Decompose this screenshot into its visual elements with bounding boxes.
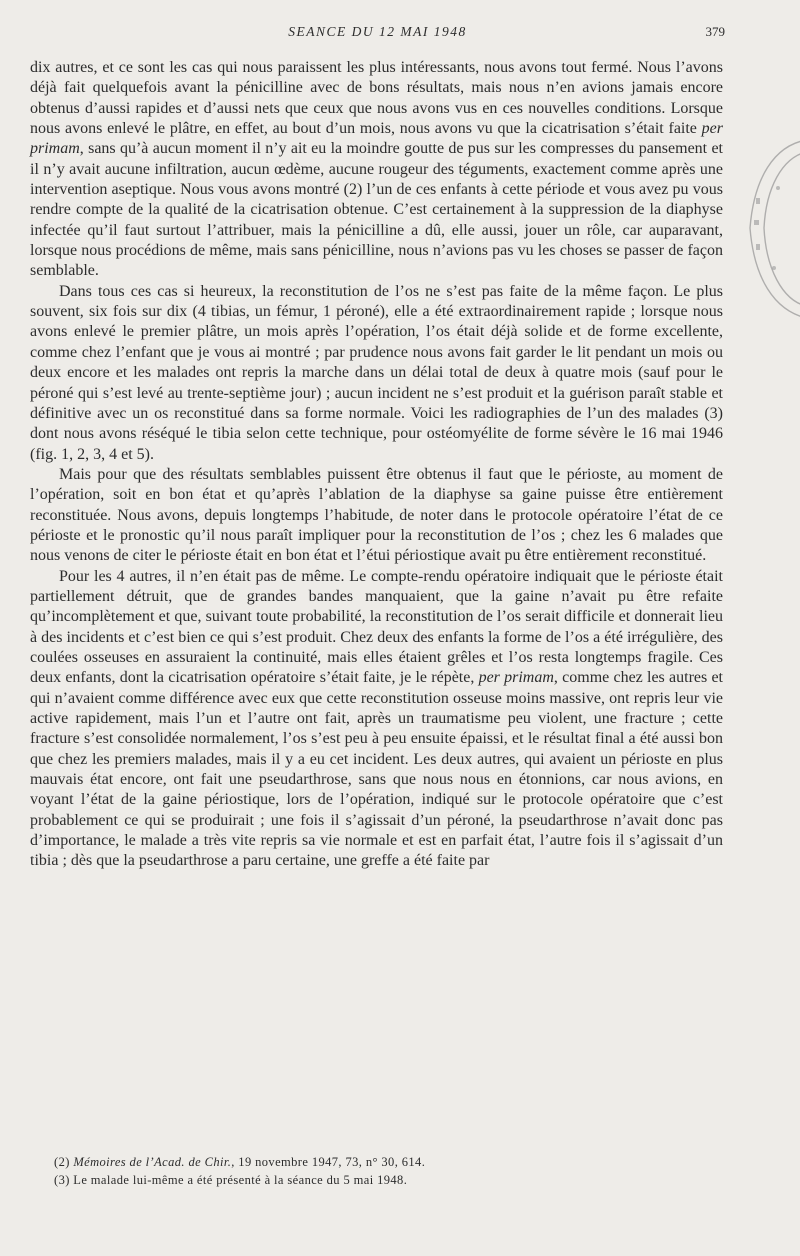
- footnote: [54, 1171, 714, 1189]
- paragraph: [30, 282, 723, 465]
- text-run: Mais pour que des résultats semblables puissent être obtenus il faut que le périoste, au moment de l’opération, soit en bon état et qu’après l’ablation de la diaphyse sa gaine puisse être entièrement reconstituée. Nous avons, depuis longtemps l’habitude, de noter dans le protocole opératoire l’état de ce périoste et le pronostic qu’il nous paraît impliquer pour la reconstitution de l’os ; chez les 6 malades que nous venons de citer le périoste était en bon état et l’étui périostique avait pu être entièrement reconstitué.: [30, 465, 723, 565]
- footnotes: [54, 1153, 714, 1189]
- text-run: , comme chez les autres et qui n’avaient comme différence avec eux que cette reconstitution osseuse moins massive, ont repris leur vie active rapidement, mais l’un et l’autre ont fait, après un traumatisme peu violent, une fracture ; cette fracture s’est consolidée normalement, l’os s’est peu à peu ensuite épaissi, et le résultat final a été aussi bon que chez les premiers malades, mais il y a eu cet incident. Les deux autres, qui avaient un périoste en plus mauvais état encore, ont fait une pseudarthrose, sans que nous nous en étonnions, car nous avions, en voyant l’état de la gaine périostique, lors de l’opération, indiqué sur le protocole opératoire que c’est probablement ce qui se produirait ; une fois il s’agissait d’un péroné, la pseudarthrose n’avait donc pas d’importance, le malade a très vite repris sa vie normale et est en parfait état, l’autre fois il s’agissait d’un tibia ; dès que la pseudarthrose a paru certaine, une greffe a été faite par: [30, 669, 724, 870]
- text-run: (3) Le malade lui-même a été présenté à la séance du 5 mai 1948.: [54, 1173, 408, 1187]
- paragraph: [30, 465, 723, 567]
- paragraph: [30, 567, 723, 872]
- text-run: , sans qu’à aucun moment il n’y ait eu la moindre goutte de pus sur les compresses du pansement et il n’y avait aucune infiltration, aucun œdème, aucune rougeur des téguments, exactement comme après une intervention aseptique. Nous vous avons montré (2) l’un de ces enfants à cette période et vous avez pu vous rendre compte de la qualité de la cicatrisation obtenue. C’est certainement à la suppression de la diaphyse infectée qu’il faut surtout l’attribuer, mais la pénicilline a dû, elle aussi, jouer un rôle, car auparavant, lorsque nous procédions de même, mais sans pénicilline, nous n’avions pas vu les choses se passer de façon semblable.: [30, 140, 723, 280]
- italic-text: Mémoires de l’Acad. de Chir.: [73, 1155, 232, 1169]
- paragraph: [30, 58, 723, 282]
- body-text: [30, 58, 723, 872]
- text-run: , 19 novembre 1947, 73, n° 30, 614.: [231, 1155, 426, 1169]
- library-stamp-icon: [744, 128, 800, 328]
- text-run: (2): [54, 1155, 74, 1169]
- text-run: Dans tous ces cas si heureux, la reconstitution de l’os ne s’est pas faite de la même façon. Le plus souvent, six fois sur dix (4 tibias, un fémur, 1 péroné), elle a été extraordinairement rapide ; lorsque nous avons enlevé le premier plâtre, un mois après l’opération, l’os était déjà solide et de forme excellente, comme chez l’enfant que je vous ai montré ; par prudence nous avons fait garder le lit pendant un mois ou deux encore et les malades ont repris la marche dans un délai total de deux à quatre mois (sauf pour le péroné qui s’est levé au trente-septième jour) ; aucun incident ne s’est produit et la guérison paraît stable et définitive avec un os reconstitué dans sa forme normale. Voici les radiographies de l’un des malades (3) dont nous avons réséqué le tibia selon cette technique, pour ostéomyélite de forme sévère le 16 mai 1946 (fig. 1, 2, 3, 4 et 5).: [30, 282, 723, 463]
- running-title: SEANCE DU 12 MAI 1948: [288, 24, 467, 39]
- page-header: [30, 22, 725, 44]
- page-number: 379: [705, 24, 725, 39]
- text-run: Pour les 4 autres, il n’en était pas de même. Le compte-rendu opératoire indiquait que le périoste était partiellement détruit, que de grandes bandes manquaient, que la gaine n’avait pu être refaite qu’incomplètement et que, suivant toute probabilité, la reconstitution de l’os serait difficile et donnerait lieu à des incidents et c’est bien ce qui s’est produit. Chez deux des enfants la forme de l’os a été irrégulière, des coulées osseuses en assuraient la continuité, mais elles étaient grêles et l’os resta longtemps fragile. Ces deux enfants, dont la cicatrisation opératoire s’était faite, je le répète,: [30, 567, 723, 687]
- footnote: [54, 1153, 714, 1171]
- text-run: dix autres, et ce sont les cas qui nous paraissent les plus intéressants, nous avons tout fermé. Nous l’avons déjà fait quelquefois avant la pénicilline avec de bons résultats, mais nous n’en avions jamais encore obtenus d’aussi rapides et d’aussi nets que ceux que nous avons vus en ces nouvelles conditions. Lorsque nous avons enlevé le plâtre, en effet, au bout d’un mois, nous avons vu que la cicatrisation s’était faite: [30, 59, 723, 138]
- italic-text: per primam: [30, 120, 723, 158]
- italic-text: per primam: [478, 669, 554, 687]
